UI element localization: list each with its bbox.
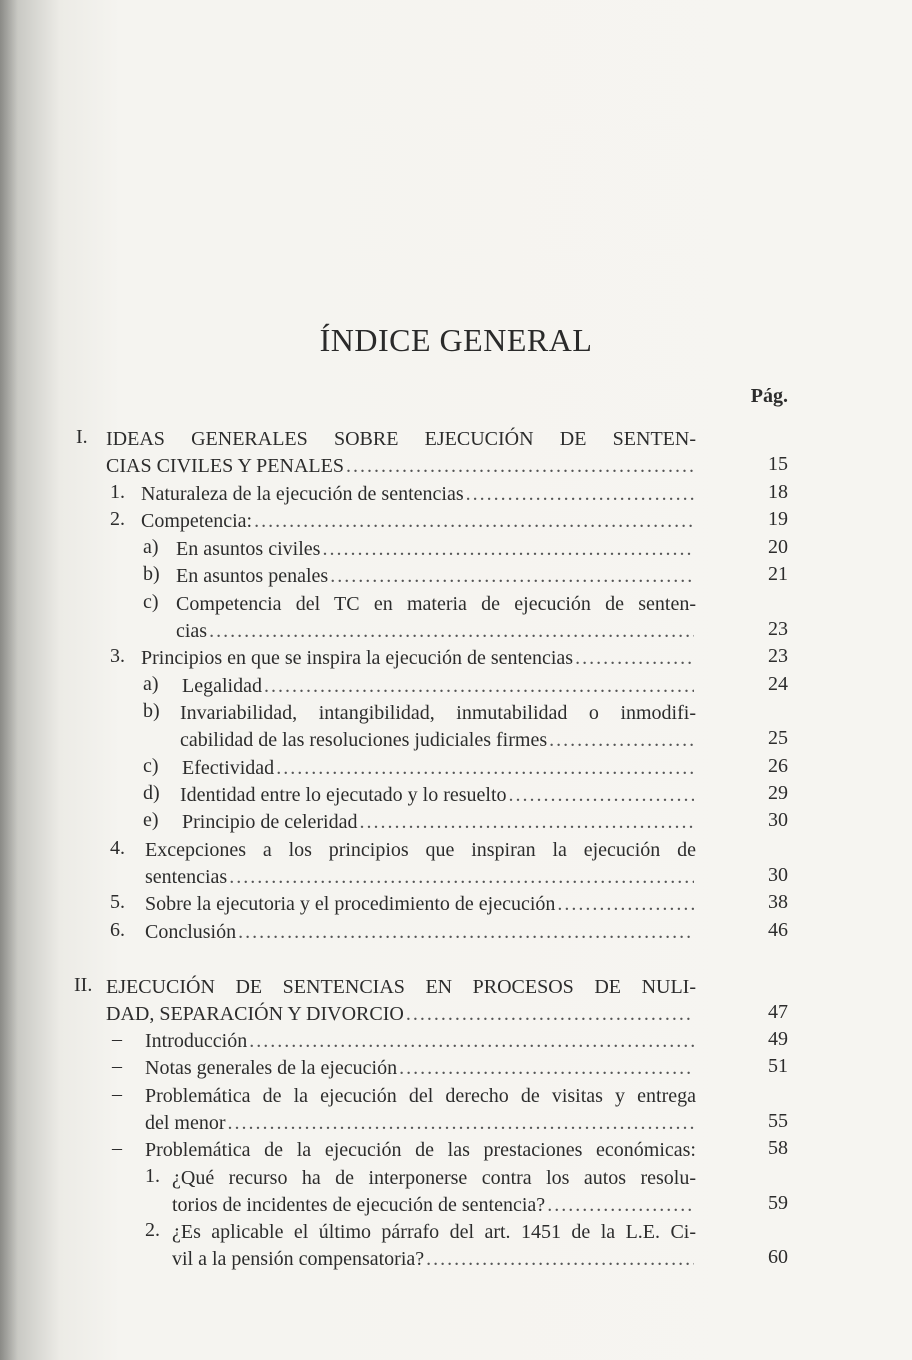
page-number: 30 (768, 809, 788, 831)
toc-entry (145, 1028, 696, 1055)
entry-title: En asuntos civiles (176, 538, 321, 560)
item-marker: – (112, 1083, 122, 1105)
toc-entry (141, 645, 696, 672)
leader-dots (575, 645, 694, 672)
page-number: 30 (768, 864, 788, 886)
entry-title: Invariabilidad, intangibilidad, inmutabilidad o inmodifi- (180, 702, 696, 724)
entry-title: ¿Es aplicable el último párrafo del art. 1451 de la L.E. Ci- (172, 1221, 696, 1243)
item-marker: a) (143, 673, 159, 695)
leader-dots (547, 1192, 694, 1219)
toc-entry (176, 563, 696, 590)
leader-dots (549, 727, 694, 754)
leader-dots (406, 1001, 694, 1028)
page-number: 20 (768, 536, 788, 558)
entry-title: Problemática de la ejecución de las prestaciones económicas: (145, 1139, 696, 1161)
leader-dots (238, 919, 694, 946)
leader-dots (346, 453, 694, 480)
entry-title: Competencia: (141, 510, 253, 532)
section-heading-line: EJECUCIÓN DE SENTENCIAS EN PROCESOS DE NULI- (106, 976, 696, 998)
leader-dots (557, 891, 694, 918)
entry-title: Principios en que se inspira la ejecución de sentencias (141, 647, 574, 669)
entry-title: Notas generales de la ejecución (145, 1057, 398, 1079)
entry-title: En asuntos penales (176, 565, 329, 587)
page-column-label: Pág. (750, 385, 788, 407)
leader-dots (209, 618, 694, 645)
section-heading-line: DAD, SEPARACIÓN Y DIVORCIO (106, 1003, 404, 1025)
leader-dots (322, 536, 694, 563)
item-marker: 2. (145, 1219, 160, 1241)
item-marker: – (112, 1137, 122, 1159)
item-marker: 1. (145, 1165, 160, 1187)
item-marker: b) (143, 563, 160, 585)
leader-dots (466, 481, 694, 508)
toc-entry (141, 508, 696, 535)
item-marker: a) (143, 536, 159, 558)
page-number: 46 (768, 919, 788, 941)
item-marker: b) (143, 700, 160, 722)
page-title: ÍNDICE GENERAL (319, 322, 593, 358)
item-marker: d) (143, 782, 160, 804)
page-number: 49 (768, 1028, 788, 1050)
page-number: 18 (768, 481, 788, 503)
toc-entry (145, 1055, 696, 1082)
toc-entry (180, 700, 696, 754)
page-number: 29 (768, 782, 788, 804)
entry-title-continued: cabilidad de las resoluciones judiciales firmes (180, 729, 548, 751)
entry-title: Identidad entre lo ejecutado y lo resuelto (180, 784, 507, 806)
leader-dots (249, 1028, 694, 1055)
entry-title: Sobre la ejecutoria y el procedimiento de ejecución (145, 893, 556, 915)
leader-dots (228, 1110, 694, 1137)
item-marker: 1. (110, 481, 125, 503)
toc-entry (182, 809, 696, 836)
toc-entry (182, 755, 696, 782)
page-number: 15 (768, 453, 788, 475)
page-number: 25 (768, 727, 788, 749)
item-marker: 5. (110, 891, 125, 913)
leader-dots (264, 673, 694, 700)
item-marker: 6. (110, 919, 125, 941)
entry-title: Efectividad (182, 757, 275, 779)
leader-dots (229, 864, 694, 891)
item-marker: 4. (110, 837, 125, 859)
item-marker: e) (143, 809, 159, 831)
page-number: 24 (768, 673, 788, 695)
item-marker: – (112, 1055, 122, 1077)
entry-title: Competencia del TC en materia de ejecución de senten- (176, 593, 696, 615)
entry-title-continued: del menor (145, 1112, 226, 1134)
toc-entry (145, 919, 696, 946)
toc-entry (141, 481, 696, 508)
toc-entry (180, 782, 696, 809)
toc-entry (145, 891, 696, 918)
page-number: 60 (768, 1246, 788, 1268)
page-number: 19 (768, 508, 788, 530)
item-marker: 3. (110, 645, 125, 667)
entry-title: ¿Qué recurso ha de interponerse contra los autos resolu- (172, 1167, 696, 1189)
section-numeral: I. (76, 426, 88, 448)
page-number: 58 (768, 1137, 788, 1159)
page-number: 47 (768, 1001, 788, 1023)
toc-entry (172, 1165, 696, 1219)
entry-title: Problemática de la ejecución del derecho de visitas y entrega (145, 1085, 696, 1107)
leader-dots (254, 508, 694, 535)
entry-title-continued: vil a la pensión compensatoria? (172, 1248, 425, 1270)
item-marker: – (112, 1028, 122, 1050)
leader-dots (426, 1246, 694, 1273)
entry-title-continued: cias (176, 620, 208, 642)
entry-title: Excepciones a los principios que inspiran la ejecución de (145, 839, 696, 861)
section-numeral: II. (74, 974, 93, 996)
section-heading-line: CIAS CIVILES Y PENALES (106, 455, 344, 477)
toc-entry (176, 536, 696, 563)
entry-title: Introducción (145, 1030, 248, 1052)
toc-entry (182, 673, 696, 700)
leader-dots (276, 755, 694, 782)
page-number: 59 (768, 1192, 788, 1214)
entry-title-continued: sentencias (145, 866, 228, 888)
page-number: 55 (768, 1110, 788, 1132)
section-heading (106, 426, 696, 480)
page-number: 23 (768, 618, 788, 640)
item-marker: c) (143, 591, 159, 613)
leader-dots (330, 563, 694, 590)
entry-title: Legalidad (182, 675, 262, 697)
toc-entry (145, 1137, 696, 1164)
entry-title: Principio de celeridad (182, 811, 358, 833)
page-number: 51 (768, 1055, 788, 1077)
entry-title: Conclusión (145, 921, 237, 943)
leader-dots (360, 809, 695, 836)
toc-entry (176, 591, 696, 645)
page-number: 23 (768, 645, 788, 667)
leader-dots (509, 782, 694, 809)
entry-title-continued: torios de incidentes de ejecución de sentencia? (172, 1194, 546, 1216)
leader-dots (399, 1055, 694, 1082)
page-number: 21 (768, 563, 788, 585)
item-marker: c) (143, 755, 159, 777)
entry-title: Naturaleza de la ejecución de sentencias (141, 483, 464, 505)
page-number: 38 (768, 891, 788, 913)
section-heading (106, 974, 696, 1028)
section-heading-line: IDEAS GENERALES SOBRE EJECUCIÓN DE SENTEN- (106, 428, 696, 450)
toc-entry (145, 1083, 696, 1137)
page-number: 26 (768, 755, 788, 777)
item-marker: 2. (110, 508, 125, 530)
toc-entry (145, 837, 696, 891)
toc-entry (172, 1219, 696, 1273)
